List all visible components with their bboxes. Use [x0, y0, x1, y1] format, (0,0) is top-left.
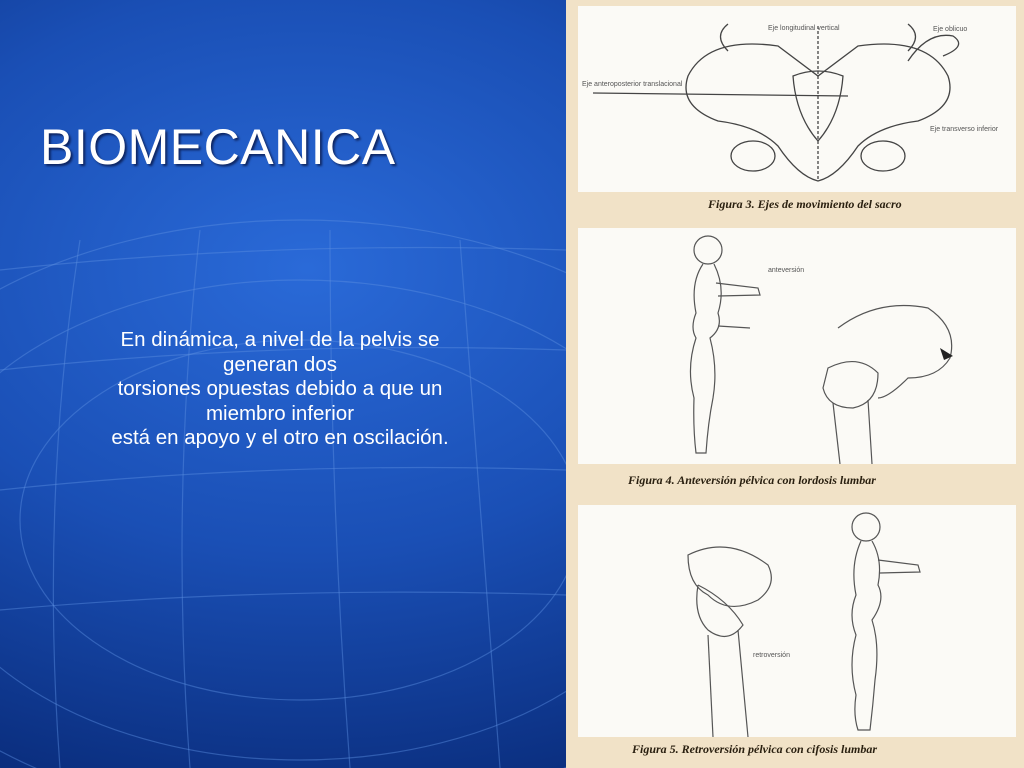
- body-text: [60, 328, 500, 451]
- anteversion-label: anteversión: [768, 267, 805, 274]
- body-line: generan dos: [223, 352, 337, 376]
- figure-5-caption: Figura 5. Retroversión pélvica con cifosis lumbar: [632, 742, 878, 756]
- anteversion-illustration: [578, 228, 1016, 464]
- figure-4-caption: Figura 4. Anteversión pélvica con lordosis lumbar: [628, 473, 876, 487]
- label-vertical-axis: Eje longitudinal vertical: [768, 25, 840, 32]
- figure-sacrum-axes: [578, 6, 1016, 192]
- figure-retroversion: [578, 505, 1016, 737]
- body-line: En dinámica, a nivel de la pelvis se: [120, 328, 440, 351]
- label-oblique-axis: Eje oblicuo: [933, 26, 968, 33]
- figure-3-caption: Figura 3. Ejes de movimiento del sacro: [708, 197, 902, 211]
- figure-panel: [566, 0, 1024, 768]
- body-line: miembro inferior: [205, 401, 355, 425]
- retroversion-illustration: [578, 505, 1016, 737]
- label-ap-axis: Eje anteroposterior translacional: [582, 81, 683, 88]
- retroversion-label: retroversión: [753, 652, 790, 659]
- pelvis-front-illustration: [578, 6, 1016, 192]
- body-line: está en apoyo y el otro en oscilación.: [111, 426, 449, 449]
- body-line: torsiones opuestas debido a que un: [117, 377, 443, 400]
- slide-title: BIOMECANICA: [40, 119, 396, 175]
- figure-anteversion: [578, 228, 1016, 464]
- label-transverse-axis: Eje transverso inferior: [930, 126, 999, 133]
